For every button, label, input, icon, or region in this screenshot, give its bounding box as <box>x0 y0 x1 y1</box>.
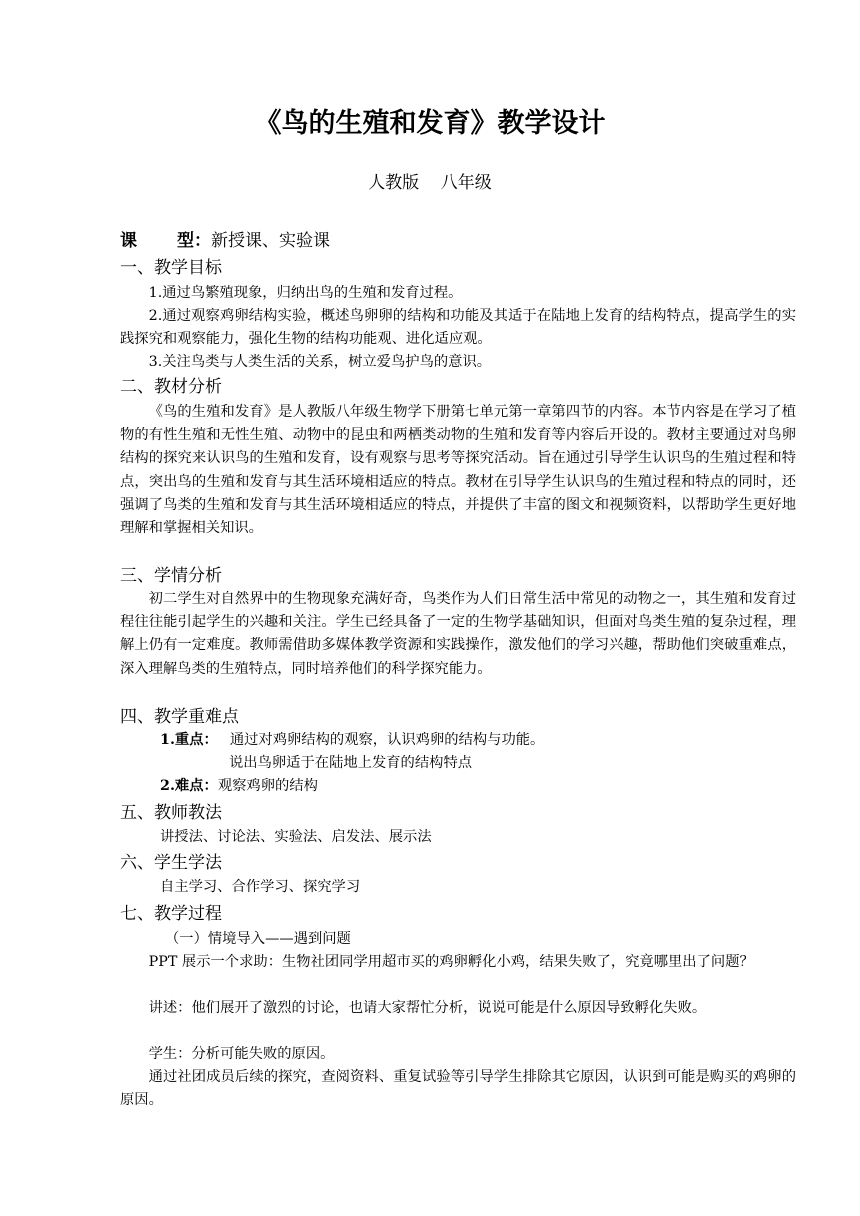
process-para-2: 讲述：他们展开了激烈的讨论，也请大家帮忙分析，说说可能是什么原因导致孵化失败。 <box>148 1000 707 1016</box>
key-point-text-2: 说出鸟卵适于在陆地上发育的结构特点 <box>229 755 473 771</box>
key-point-text-1: 通过对鸡卵结构的观察，认识鸡卵的结构与功能。 <box>229 732 545 748</box>
document-title: 《鸟的生殖和发育》教学设计 <box>254 108 606 139</box>
heading-teaching-methods: 五、教师教法 <box>120 803 222 823</box>
key-point-line <box>160 729 544 752</box>
material-text: 《鸟的生殖和发育》是人教版八年级生物学下册第七单元第一章第四节的内容。本节内容是在学习了植物的有性生殖和无性生殖、动物中的昆虫和两栖类动物的生殖和发育等内容后开设的。教材主要通过对鸟卵结构的探究来认识鸟的生殖和发育，设有观察与思考等探究活动。旨在通过引导学生认识鸟的生殖过程和特点，突出鸟的生殖和发育与其生活环境相适应的特点。教材在引导学生认识鸟的生殖过程和特点的同时，还强调了鸟类的生殖和发育与其生活环境相适应的特点，并提供了丰富的图文和视频资料，以帮助学生更好地理解和掌握相关知识。 <box>120 404 796 537</box>
difficult-point-label: 2.难点： <box>160 778 218 794</box>
heading-students: 三、学情分析 <box>120 566 222 586</box>
difficult-point-line <box>160 775 318 798</box>
heading-material: 二、教材分析 <box>120 377 222 397</box>
goal-item-1: 1.通过鸟繁殖现象，归纳出鸟的生殖和发育过程。 <box>148 285 463 301</box>
process-para-4: 通过社团成员后续的探究，查阅资料、重复试验等引导学生排除其它原因，认识到可能是购买的鸡卵的原因。 <box>120 1069 796 1109</box>
lesson-type-value: 新授课、实验课 <box>211 231 330 251</box>
heading-learning-methods: 六、学生学法 <box>120 853 222 873</box>
learning-methods-text: 自主学习、合作学习、探究学习 <box>160 879 361 895</box>
key-point-label: 1.重点： <box>160 732 218 748</box>
process-para-3: 学生：分析可能失败的原因。 <box>148 1046 335 1062</box>
process-para-1: PPT 展示一个求助：生物社团同学用超市买的鸡卵孵化小鸡，结果失败了，究竟哪里出了问题？ <box>148 954 754 970</box>
difficult-point-text: 观察鸡卵的结构 <box>217 778 318 794</box>
teaching-methods-text: 讲授法、讨论法、实验法、启发法、展示法 <box>160 829 432 845</box>
heading-goals: 一、教学目标 <box>120 258 222 278</box>
lesson-type-label-a: 课 <box>120 231 137 251</box>
lesson-type-line <box>120 228 330 254</box>
document-subtitle: 人教版 八年级 <box>368 173 492 193</box>
heading-process: 七、教学过程 <box>120 904 222 924</box>
goal-item-3: 3.关注鸟类与人类生活的关系，树立爱鸟护鸟的意识。 <box>148 354 492 370</box>
process-subheading-1: （一）情境导入——遇到问题 <box>165 931 351 947</box>
goal-item-2: 2.通过观察鸡卵结构实验，概述鸟卵卵的结构和功能及其适于在陆地上发育的结构特点，提高学生的实践探究和观察能力，强化生物的结构功能观、进化适应观。 <box>120 308 796 348</box>
students-text: 初二学生对自然界中的生物现象充满好奇，鸟类作为人们日常生活中常见的动物之一，其生殖和发育过程往往能引起学生的兴趣和关注。学生已经具备了一定的生物学基础知识，但面对鸟类生殖的复杂过程，理解上仍有一定难度。教师需借助多媒体教学资源和实践操作，激发他们的学习兴趣，帮助他们突破重难点，深入理解鸟类的生殖特点，同时培养他们的科学探究能力。 <box>120 591 796 677</box>
lesson-type-label-b: 型： <box>177 231 211 251</box>
heading-key-points: 四、教学重难点 <box>120 707 239 727</box>
